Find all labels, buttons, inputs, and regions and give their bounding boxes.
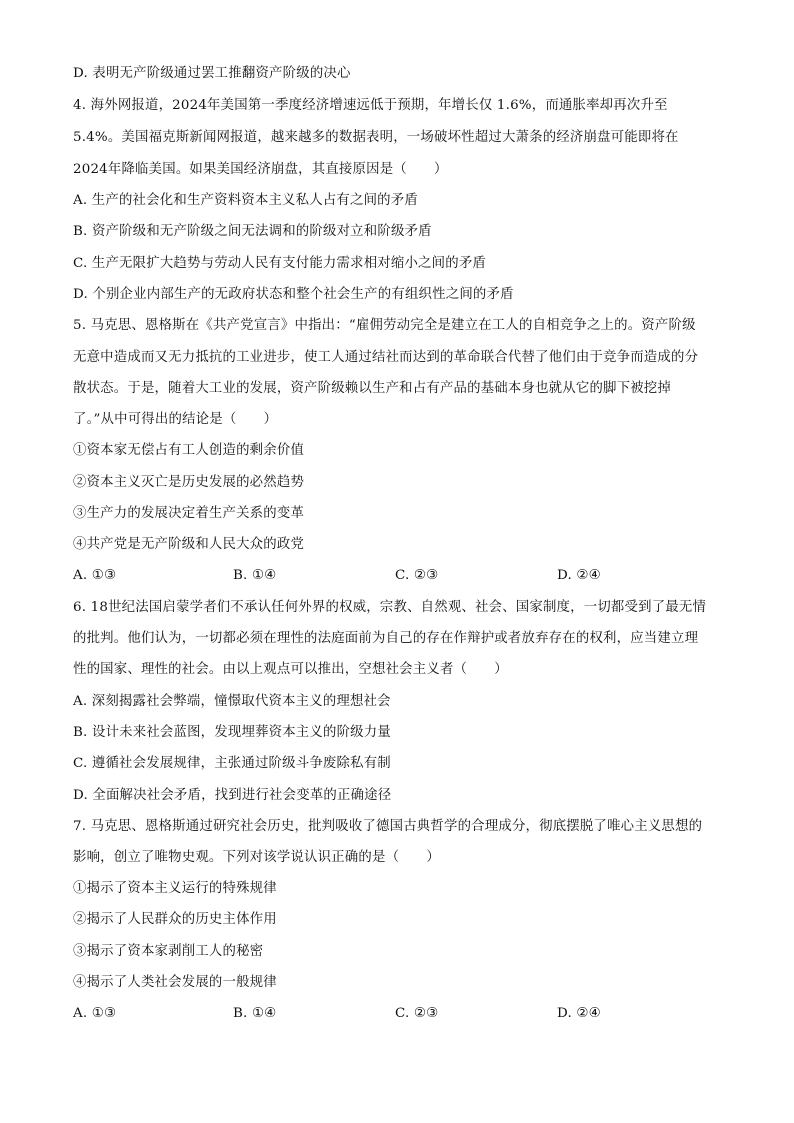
q7-choices xyxy=(73,1004,733,1024)
q7-choice-b: B. ①④ xyxy=(233,1006,277,1021)
q4-option-d: D. 个别企业内部生产的无政府状态和整个社会生产的有组织性之间的矛盾 xyxy=(73,287,514,302)
q5-choice-a: A. ①③ xyxy=(73,568,117,583)
q7-choice-d: D. ②④ xyxy=(557,1006,601,1021)
q6-option-a: A. 深刻揭露社会弊端，憧憬取代资本主义的理想社会 xyxy=(73,694,391,709)
q7-statement-2: ②揭示了人民群众的历史主体作用 xyxy=(73,912,277,927)
q6-stem-line-3: 性的国家、理性的社会。由以上观点可以推出，空想社会主义者（ ） xyxy=(73,662,508,677)
q5-stem-line-3: 散状态。于是，随着大工业的发展，资产阶级赖以生产和占有产品的基础本身也就从它的脚下被挖掉 xyxy=(73,381,671,396)
q6-option-c: C. 遵循社会发展规律，主张通过阶级斗争废除私有制 xyxy=(73,756,391,771)
q4-stem-line-1: 4. 海外网报道，2024年美国第一季度经济增速远低于预期，年增长仅 1.6%，而通胀率却再次升至 xyxy=(73,98,668,113)
q7-stem-line-2: 影响，创立了唯物史观。下列对该学说认识正确的是（ ） xyxy=(73,850,440,865)
q6-stem-line-1: 6. 18世纪法国启蒙学者们不承认任何外界的权威，宗教、自然观、社会、国家制度，一切都受到了最无情 xyxy=(73,600,707,615)
q5-statement-3: ③生产力的发展决定着生产关系的变革 xyxy=(73,506,305,521)
q5-stem-line-2: 无意中造成而又无力抵抗的工业进步，使工人通过结社而达到的革命联合代替了他们由于竞争而造成的分 xyxy=(73,350,699,365)
q5-stem-line-4: 了。”从中可得出的结论是（ ） xyxy=(73,412,278,427)
q5-choice-c: C. ②③ xyxy=(395,568,439,583)
q5-statement-2: ②资本主义灭亡是历史发展的必然趋势 xyxy=(73,475,305,490)
q7-statement-4: ④揭示了人类社会发展的一般规律 xyxy=(73,975,277,990)
q7-statement-1: ①揭示了资本主义运行的特殊规律 xyxy=(73,881,277,896)
q7-choice-a: A. ①③ xyxy=(73,1006,117,1021)
q4-option-c: C. 生产无限扩大趋势与劳动人民有支付能力需求相对缩小之间的矛盾 xyxy=(73,256,487,271)
q5-choice-d: D. ②④ xyxy=(557,568,601,583)
q5-statement-1: ①资本家无偿占有工人创造的剩余价值 xyxy=(73,443,305,458)
q4-option-b: B. 资产阶级和无产阶级之间无法调和的阶级对立和阶级矛盾 xyxy=(73,224,432,239)
q4-option-a: A. 生产的社会化和生产资料资本主义私人占有之间的矛盾 xyxy=(73,193,418,208)
q5-choices xyxy=(73,566,733,586)
q7-stem-line-1: 7. 马克思、恩格斯通过研究社会历史，批判吸收了德国古典哲学的合理成分，彻底摆脱了唯心主义思想的 xyxy=(73,819,703,834)
q5-stem-line-1: 5. 马克思、恩格斯在《共产党宣言》中指出：“雇佣劳动完全是建立在工人的自相竞争之上的。资产阶级 xyxy=(73,318,696,333)
q4-stem-line-2: 5.4%。美国福克斯新闻网报道，越来越多的数据表明，一场破坏性超过大萧条的经济崩盘可能即将在 xyxy=(73,130,679,145)
q5-choice-b: B. ①④ xyxy=(233,568,277,583)
q7-statement-3: ③揭示了资本家剥削工人的秘密 xyxy=(73,944,264,959)
q5-statement-4: ④共产党是无产阶级和人民大众的政党 xyxy=(73,537,305,552)
q6-option-b: B. 设计未来社会蓝图，发现埋葬资本主义的阶级力量 xyxy=(73,725,391,740)
q6-option-d: D. 全面解决社会矛盾，找到进行社会变革的正确途径 xyxy=(73,788,392,803)
q6-stem-line-2: 的批判。他们认为，一切都必须在理性的法庭面前为自己的存在作辩护或者放弃存在的权利，应当建立理 xyxy=(73,631,699,646)
q4-stem-line-3: 2024年降临美国。如果美国经济崩盘，其直接原因是（ ） xyxy=(73,162,448,177)
q7-choice-c: C. ②③ xyxy=(395,1006,439,1021)
q3-option-d: D. 表明无产阶级通过罢工推翻资产阶级的决心 xyxy=(73,66,351,81)
